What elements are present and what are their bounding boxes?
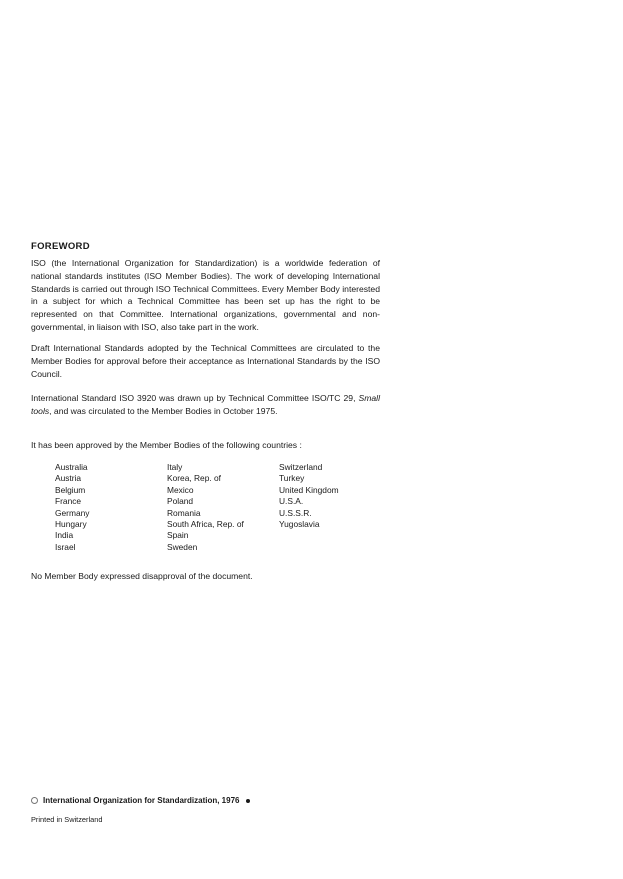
bullet-icon (246, 799, 250, 803)
country-item: Sweden (167, 541, 198, 552)
country-item: Austria (55, 473, 82, 484)
country-item: Mexico (167, 484, 194, 495)
copyright-text: International Organization for Standardization, 1976 (43, 796, 240, 805)
country-item: U.S.A. (279, 496, 304, 507)
country-item: Australia (55, 462, 88, 472)
foreword-paragraph-2: Draft International Standards adopted by the Technical Committees are circulated to the Member Bodies for approval before their acceptance as International Standards by the ISO Council. (31, 343, 380, 379)
committee-title: Small tools (31, 393, 380, 416)
country-item: Korea, Rep. of (167, 473, 222, 484)
countries-list (55, 462, 399, 553)
foreword-paragraph-4: It has been approved by the Member Bodies of the following countries : (31, 440, 302, 450)
countries-column-2 (167, 462, 279, 553)
country-item: Hungary (55, 519, 87, 530)
country-item: U.S.S.R. (279, 507, 312, 518)
foreword-paragraph-3 (31, 392, 380, 418)
printed-in-note: Printed in Switzerland (31, 815, 103, 824)
copyright-icon (31, 797, 38, 804)
countries-column-1 (55, 462, 167, 553)
country-item: France (55, 496, 82, 507)
country-item: South Africa, Rep. of (167, 519, 244, 530)
country-item: Israel (55, 541, 76, 552)
country-item: Switzerland (279, 462, 323, 472)
country-item: Italy (167, 462, 183, 472)
country-item: Belgium (55, 484, 86, 495)
country-item: Poland (167, 496, 194, 507)
foreword-paragraph-5: No Member Body expressed disapproval of the document. (31, 571, 253, 581)
country-item: Yugoslavia (279, 519, 320, 530)
copyright-line (31, 796, 250, 805)
country-item: United Kingdom (279, 484, 339, 495)
foreword-heading: FOREWORD (31, 241, 90, 252)
country-item: Germany (55, 507, 90, 518)
paragraph-3-text-a: International Standard ISO 3920 was drawn up by Technical Committee ISO/TC 29, (31, 393, 359, 403)
paragraph-3-text-b: , and was circulated to the Member Bodies in October 1975. (49, 405, 278, 416)
foreword-paragraph-1: ISO (the International Organization for Standardization) is a worldwide federation of national standards institutes (ISO Member Bodies). The work of developing International Standards is carried out through ISO Technical Committees. Every Member Body interested in a subject for which a Technical Committee has been set up has the right to be represented on that Committee. International organizations, governmental and non-governmental, in liaison with ISO, also take part in the work. (31, 258, 380, 332)
country-item: Romania (167, 507, 201, 518)
countries-column-3 (279, 462, 399, 553)
country-item: Turkey (279, 473, 305, 484)
country-item: India (55, 530, 74, 541)
country-item: Spain (167, 530, 189, 541)
